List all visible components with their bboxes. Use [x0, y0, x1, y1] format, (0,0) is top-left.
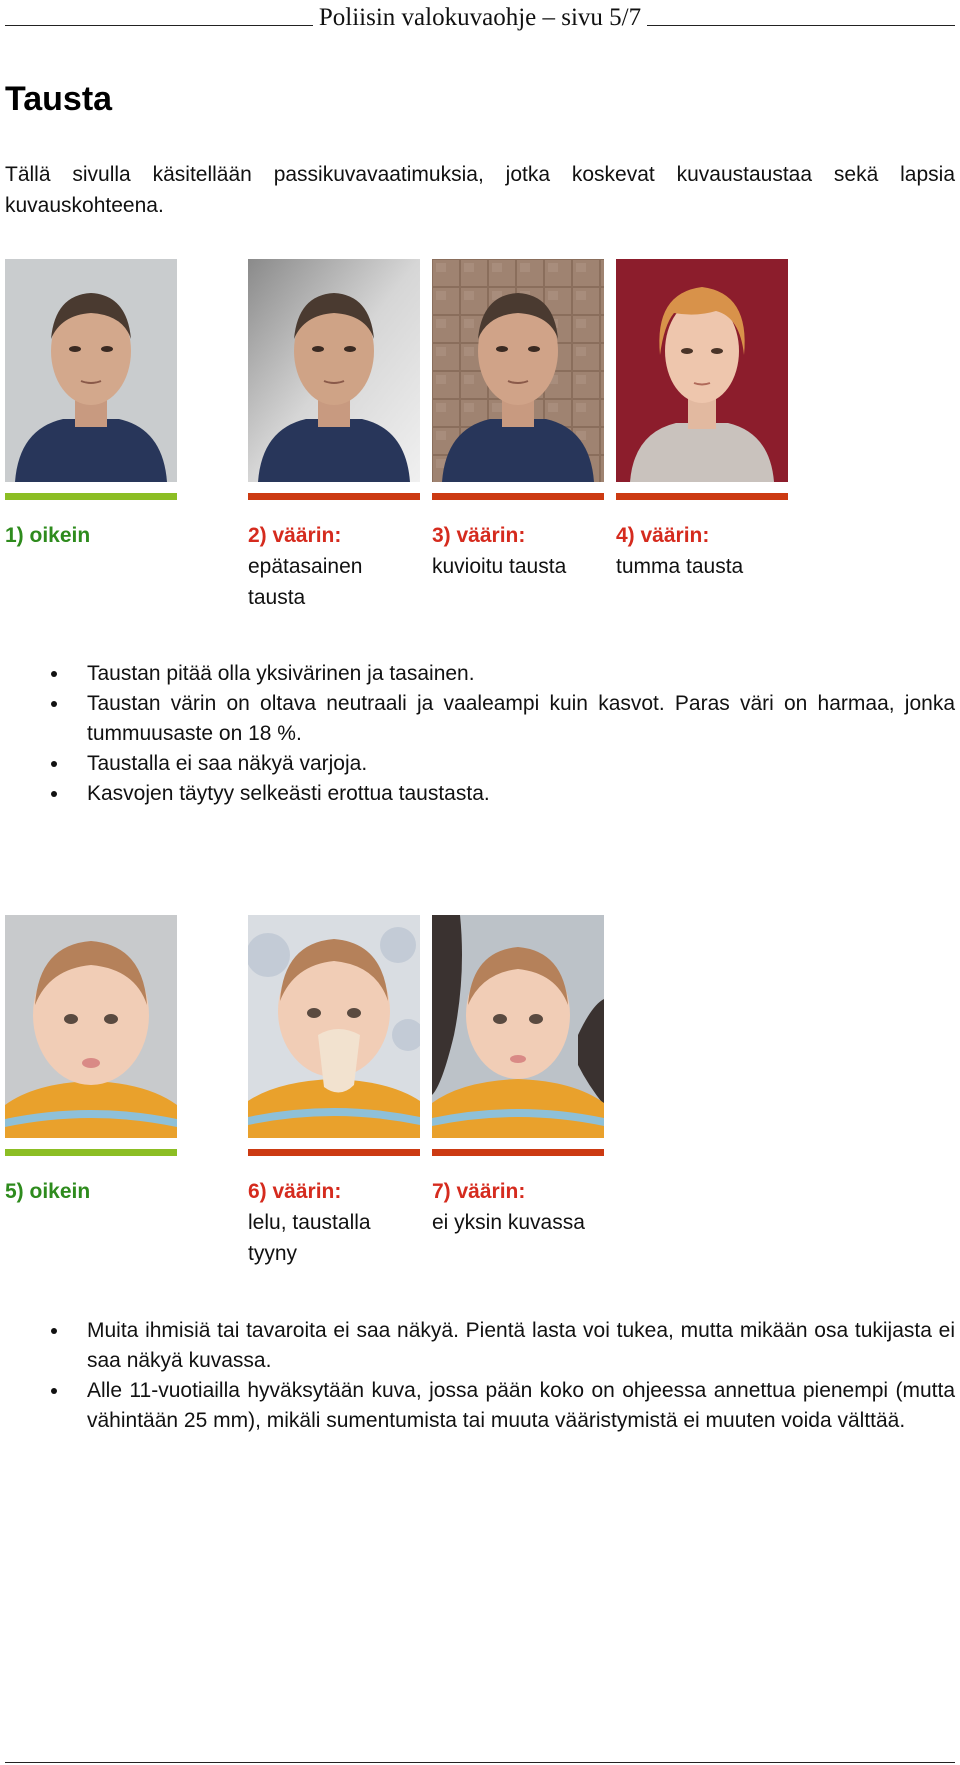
- header-rule-right: [647, 25, 955, 26]
- photo-correct-plain-background: [5, 259, 177, 482]
- page-header-title: Poliisin valokuvaohje – sivu 5/7: [318, 4, 642, 31]
- baby-with-toy-image: [248, 915, 420, 1138]
- example-status: 6) väärin:: [248, 1180, 342, 1203]
- example-caption: [248, 520, 420, 613]
- example-description: kuvioitu tausta: [432, 555, 567, 578]
- example-caption: [5, 520, 177, 551]
- example-caption: [432, 520, 604, 582]
- status-bar-wrong: [248, 493, 420, 500]
- example-status: 1) oikein: [5, 524, 91, 547]
- child-rules-list: [5, 1316, 955, 1436]
- status-bar-wrong: [432, 1149, 604, 1156]
- page-header: [5, 0, 955, 36]
- baby-portrait-image: [5, 915, 177, 1138]
- man-portrait-image: [5, 259, 177, 482]
- status-bar-wrong: [432, 493, 604, 500]
- photo-wrong-not-alone: [432, 915, 604, 1138]
- baby-with-parent-image: [432, 915, 604, 1138]
- man-portrait-image: [248, 259, 420, 482]
- footer-rule: [5, 1762, 955, 1763]
- example-status: 4) väärin:: [616, 524, 710, 547]
- section-intro: Tällä sivulla käsitellään passikuvavaatimuksia, jotka koskevat kuvaustaustaa sekä lapsia kuvauskohteena.: [5, 163, 955, 217]
- list-item: Kasvojen täytyy selkeästi erottua taustasta.: [5, 779, 955, 809]
- example-status: 5) oikein: [5, 1180, 91, 1203]
- list-item: Taustalla ei saa näkyä varjoja.: [5, 749, 955, 779]
- example-caption: [248, 1176, 420, 1269]
- example-caption: [616, 520, 788, 582]
- example-status: 3) väärin:: [432, 524, 526, 547]
- photo-correct-child: [5, 915, 177, 1138]
- list-item: Alle 11-vuotiailla hyväksytään kuva, jossa pään koko on ohjeessa annettua pienempi (mutta vähintään 25 mm), mikäli sumentumista tai muuta vääristymistä ei muuten voida välttää.: [5, 1376, 955, 1436]
- list-item: Taustan pitää olla yksivärinen ja tasainen.: [5, 659, 955, 689]
- list-item: Taustan värin on oltava neutraali ja vaaleampi kuin kasvot. Paras väri on harmaa, jonka tummuusaste on 18 %.: [5, 689, 955, 749]
- example-caption: [432, 1176, 604, 1238]
- photo-wrong-patterned-background: [432, 259, 604, 482]
- background-rules-list: [5, 659, 955, 809]
- example-status: 7) väärin:: [432, 1180, 526, 1203]
- section-title: Tausta: [5, 80, 113, 118]
- example-description: tumma tausta: [616, 555, 744, 578]
- status-bar-correct: [5, 493, 177, 500]
- status-bar-wrong: [248, 1149, 420, 1156]
- status-bar-wrong: [616, 493, 788, 500]
- example-description: lelu, taustalla tyyny: [248, 1211, 371, 1265]
- example-description: epätasainen tausta: [248, 555, 363, 609]
- photo-wrong-dark-background: [616, 259, 788, 482]
- status-bar-correct: [5, 1149, 177, 1156]
- header-rule-left: [5, 25, 313, 26]
- man-portrait-image: [432, 259, 604, 482]
- young-man-portrait-image: [616, 259, 788, 482]
- example-status: 2) väärin:: [248, 524, 342, 547]
- photo-wrong-toy-pillow: [248, 915, 420, 1138]
- list-item: Muita ihmisiä tai tavaroita ei saa näkyä. Pientä lasta voi tukea, mutta mikään osa tukijasta ei saa näkyä kuvassa.: [5, 1316, 955, 1376]
- example-description: ei yksin kuvassa: [432, 1211, 585, 1234]
- example-caption: [5, 1176, 177, 1207]
- photo-wrong-uneven-background: [248, 259, 420, 482]
